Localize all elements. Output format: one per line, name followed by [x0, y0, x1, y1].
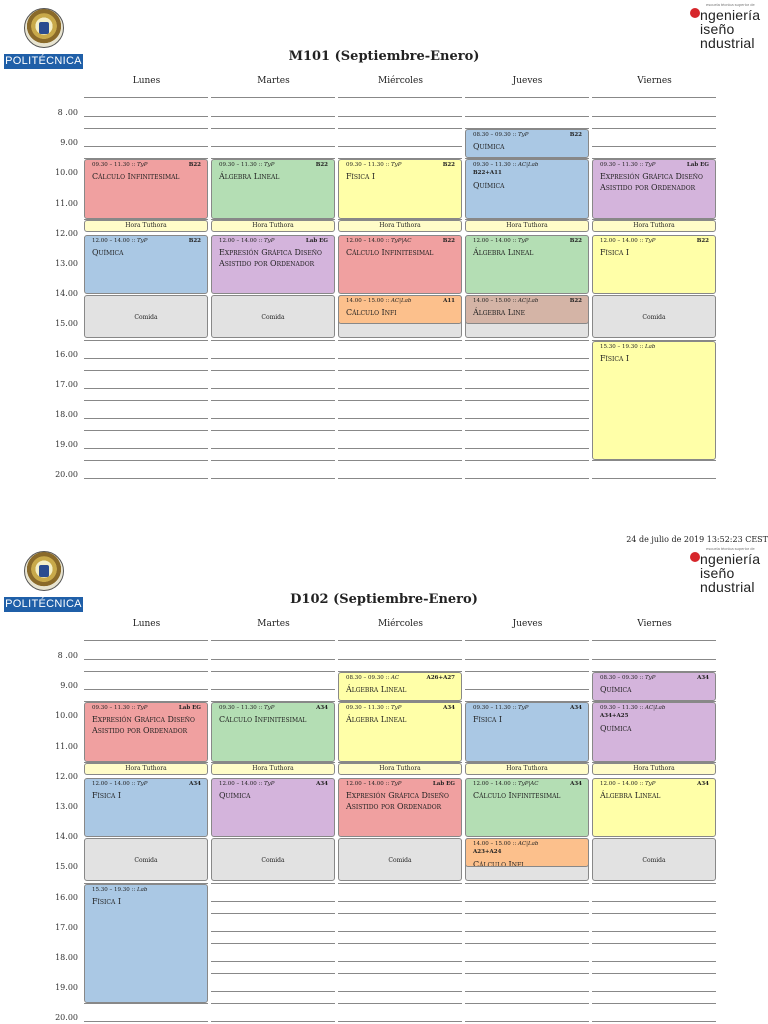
grid-line: [465, 448, 589, 449]
event-time: 09.30 – 11.30 :: TyP: [219, 162, 275, 169]
event-time: 09.30 – 11.30 :: TyP: [92, 705, 148, 712]
grid-line: [465, 1021, 589, 1022]
grid-line: [465, 370, 589, 371]
grid-line: [211, 913, 335, 914]
day-header: Lunes: [132, 76, 161, 86]
grid-line: [338, 370, 462, 371]
event-subject: Cálculo Infinitesimal: [92, 172, 180, 182]
grid-line: [465, 388, 589, 389]
event-time: 09.30 – 11.30 :: TyP: [219, 705, 275, 712]
grid-line: [465, 689, 589, 690]
event-time: 12.00 – 14.00 :: TyP: [346, 780, 402, 787]
day-header: Viernes: [637, 76, 672, 86]
grid-line: [465, 931, 589, 932]
lunch-label: Comida: [261, 856, 285, 864]
tutoria-slot: Hora Tuthora: [84, 220, 208, 232]
event-room: A34: [697, 780, 709, 787]
hour-label: 12.00: [55, 228, 78, 238]
grid-line: [465, 430, 589, 431]
grid-line: [84, 448, 208, 449]
tutoria-slot: Hora Tuthora: [465, 220, 589, 232]
event-subject: Álgebra Line: [473, 308, 526, 318]
grid-line: [465, 116, 589, 117]
grid-line: [338, 883, 462, 884]
grid-line: [592, 961, 716, 962]
lunch-block: [84, 295, 208, 338]
event-time: 08.30 – 09.30 :: AC: [346, 675, 400, 682]
grid-line: [84, 340, 208, 341]
event-time: 09.30 – 11.30 :: TyP: [346, 162, 402, 169]
grid-line: [84, 1021, 208, 1022]
grid-line: [211, 1003, 335, 1004]
class-event[interactable]: [465, 129, 589, 158]
event-time: 09.30 – 11.30 :: TyP: [600, 162, 656, 169]
event-subject: Física I: [92, 790, 122, 800]
event-room: Lab EG: [305, 237, 328, 244]
event-time: 08.30 – 09.30 :: TyP: [600, 675, 656, 682]
grid-line: [211, 640, 335, 641]
grid-line: [592, 931, 716, 932]
event-time: 09.30 – 11.30 :: TyP: [92, 162, 148, 169]
class-event[interactable]: [592, 341, 716, 461]
lunch-label: Comida: [642, 313, 666, 321]
grid-line: [465, 460, 589, 461]
grid-line: [465, 640, 589, 641]
grid-line: [592, 97, 716, 98]
lunch-block: [338, 838, 462, 881]
event-time: 12.00 – 14.00 :: TyP: [92, 780, 148, 787]
hour-label: 20.00: [55, 470, 78, 480]
grid-line: [84, 1003, 208, 1004]
event-time: 14.00 – 15.00 :: AC|Lab: [473, 298, 539, 305]
grid-line: [338, 146, 462, 147]
lunch-block: [84, 838, 208, 881]
grid-line: [84, 388, 208, 389]
grid-line: [465, 913, 589, 914]
class-event[interactable]: [338, 295, 462, 324]
class-event[interactable]: [592, 235, 716, 294]
class-event[interactable]: [338, 159, 462, 218]
event-subject: Expresión Gráfica Diseño Asistido por Ordenador: [600, 172, 703, 193]
event-room: A34: [189, 780, 201, 787]
hour-label: 20.00: [55, 1013, 78, 1023]
tutoria-slot: Hora Tuthora: [338, 763, 462, 775]
event-room: A26+A27: [426, 675, 455, 682]
hour-label: 18.00: [55, 410, 78, 419]
event-subject: Álgebra Lineal: [346, 685, 407, 695]
event-time: 12.00 – 14.00 :: TyP: [219, 237, 275, 244]
grid-line: [338, 961, 462, 962]
event-room: A34: [697, 675, 709, 682]
event-time: 12.00 – 14.00 :: TyP: [600, 237, 656, 244]
class-event[interactable]: [465, 838, 589, 867]
day-header: Viernes: [637, 619, 672, 629]
grid-line: [465, 671, 589, 672]
day-header: Jueves: [512, 619, 543, 629]
event-time: 08.30 – 09.30 :: TyP: [473, 132, 529, 139]
hour-label: 12.00: [55, 771, 78, 781]
event-room: B22: [569, 298, 582, 305]
day-header: Martes: [257, 619, 290, 629]
class-event[interactable]: [465, 702, 589, 761]
event-time: 15.30 – 19.30 :: Lab: [92, 886, 148, 893]
lunch-label: Comida: [134, 313, 158, 321]
schedule-title: M101 (Septiembre-Enero): [288, 49, 480, 64]
grid-line: [592, 901, 716, 902]
class-event[interactable]: [465, 295, 589, 324]
tutoria-slot: Hora Tuthora: [592, 220, 716, 232]
tutoria-slot: Hora Tuthora: [592, 763, 716, 775]
class-event[interactable]: [338, 672, 462, 701]
grid-line: [211, 671, 335, 672]
day-header: Lunes: [132, 619, 161, 629]
grid-line: [465, 901, 589, 902]
event-subject: Física I: [346, 172, 376, 182]
lunch-block: [592, 295, 716, 338]
grid-line: [592, 640, 716, 641]
day-header: Martes: [257, 76, 290, 86]
event-subject: Expresión Gráfica Diseño Asistido por Ordenador: [346, 790, 449, 811]
grid-line: [465, 943, 589, 944]
grid-line: [211, 460, 335, 461]
day-header: Jueves: [512, 76, 543, 86]
event-subject: Cálculo Infinitesimal: [473, 790, 561, 800]
grid-line: [338, 640, 462, 641]
grid-line: [211, 388, 335, 389]
event-subject: Física I: [600, 353, 630, 363]
hour-label: 11.00: [55, 741, 78, 751]
tutoria-slot: Hora Tuthora: [211, 763, 335, 775]
grid-line: [465, 358, 589, 359]
event-room: A34: [316, 705, 328, 712]
event-room: B22: [188, 237, 201, 244]
class-event[interactable]: [338, 778, 462, 837]
tutoria-slot: Hora Tuthora: [84, 763, 208, 775]
grid-line: [592, 659, 716, 660]
hour-label: 14.00: [55, 832, 78, 842]
grid-line: [338, 400, 462, 401]
etsidi-logo: escuela técnica superior de ngeniería iseño ndustrial: [684, 2, 766, 52]
event-time: 15.30 – 19.30 :: Lab: [600, 343, 656, 350]
grid-line: [592, 460, 716, 461]
event-time: 12.00 – 14.00 :: TyP: [92, 237, 148, 244]
class-event[interactable]: [211, 702, 335, 761]
hour-label: 16.00: [55, 349, 78, 359]
event-subject: Química: [600, 724, 632, 734]
event-subject: Cálculo Infi: [346, 308, 397, 318]
day-header: Miércoles: [377, 619, 423, 629]
grid-line: [592, 913, 716, 914]
class-event[interactable]: [84, 159, 208, 218]
grid-line: [338, 901, 462, 902]
schedule-title: D102 (Septiembre-Enero): [290, 592, 478, 607]
class-event[interactable]: [465, 778, 589, 837]
day-header: Miércoles: [377, 76, 423, 86]
grid-line: [338, 340, 462, 341]
class-event[interactable]: [84, 235, 208, 294]
grid-line: [465, 659, 589, 660]
grid-line: [84, 358, 208, 359]
grid-line: [211, 943, 335, 944]
class-event[interactable]: [592, 672, 716, 701]
grid-line: [211, 430, 335, 431]
grid-line: [338, 973, 462, 974]
event-room: A11: [443, 298, 455, 305]
grid-line: [338, 358, 462, 359]
grid-line: [338, 943, 462, 944]
grid-line: [84, 430, 208, 431]
event-room: B22+A11: [473, 170, 502, 177]
hour-label: 15.00: [55, 862, 78, 872]
event-time: 09.30 – 11.30 :: TyP: [346, 705, 402, 712]
grid-line: [338, 116, 462, 117]
grid-line: [338, 1021, 462, 1022]
event-time: 14.00 – 15.00 :: AC|Lab: [473, 841, 539, 848]
grid-line: [84, 128, 208, 129]
lunch-label: Comida: [134, 856, 158, 864]
hour-label: 18.00: [55, 953, 78, 962]
grid-line: [592, 128, 716, 129]
logo-dot-icon: [690, 8, 700, 18]
event-room: B22: [188, 162, 201, 169]
grid-line: [338, 913, 462, 914]
grid-line: [211, 146, 335, 147]
grid-line: [211, 689, 335, 690]
grid-line: [338, 460, 462, 461]
grid-line: [338, 388, 462, 389]
hour-label: 19.00: [55, 983, 78, 993]
event-room: A34: [570, 780, 582, 787]
grid-line: [211, 961, 335, 962]
grid-line: [338, 97, 462, 98]
grid-line: [592, 478, 716, 479]
event-subject: Expresión Gráfica Diseño Asistido por Ordenador: [219, 247, 322, 268]
grid-line: [592, 1021, 716, 1022]
grid-line: [84, 418, 208, 419]
grid-line: [465, 973, 589, 974]
grid-line: [338, 1003, 462, 1004]
event-subject: Química: [92, 247, 124, 257]
class-event[interactable]: [465, 235, 589, 294]
grid-line: [84, 370, 208, 371]
event-room: A34+A25: [600, 713, 629, 720]
event-time: 09.30 – 11.30 :: TyP: [473, 705, 529, 712]
grid-line: [465, 991, 589, 992]
grid-line: [211, 1021, 335, 1022]
grid-line: [84, 671, 208, 672]
lunch-label: Comida: [388, 856, 412, 864]
event-room: Lab EG: [178, 705, 201, 712]
event-room: B22: [315, 162, 328, 169]
class-event[interactable]: [338, 702, 462, 761]
grid-line: [338, 128, 462, 129]
hour-label: 9.00: [60, 681, 78, 691]
grid-line: [84, 146, 208, 147]
grid-line: [211, 448, 335, 449]
grid-line: [592, 1003, 716, 1004]
hour-label: 16.00: [55, 892, 78, 902]
grid-line: [84, 97, 208, 98]
grid-line: [211, 931, 335, 932]
grid-line: [211, 478, 335, 479]
class-event[interactable]: [592, 159, 716, 218]
event-subject: Física I: [600, 247, 630, 257]
hour-label: 8 .00: [57, 651, 78, 660]
event-time: 12.00 – 14.00 :: TyP: [600, 780, 656, 787]
class-event[interactable]: [211, 778, 335, 837]
grid-line: [84, 659, 208, 660]
upm-shield-icon: [24, 8, 64, 48]
lunch-label: Comida: [642, 856, 666, 864]
event-room: A34: [570, 705, 582, 712]
hour-label: 10.00: [55, 711, 78, 721]
lunch-block: [211, 295, 335, 338]
lunch-block: [592, 838, 716, 881]
grid-line: [211, 400, 335, 401]
event-room: B22: [442, 162, 455, 169]
grid-line: [211, 883, 335, 884]
grid-line: [84, 478, 208, 479]
grid-line: [338, 430, 462, 431]
class-event[interactable]: [465, 159, 589, 218]
etsidi-logo: escuela técnica superior de ngeniería iseño ndustrial: [684, 546, 766, 596]
grid-line: [592, 116, 716, 117]
grid-line: [211, 97, 335, 98]
event-subject: Química: [473, 142, 505, 152]
event-room: A34: [443, 705, 455, 712]
logo-dot-icon: [690, 552, 700, 562]
grid-line: [338, 418, 462, 419]
grid-line: [465, 478, 589, 479]
event-time: 14.00 – 15.00 :: AC|Lab: [346, 298, 412, 305]
grid-line: [211, 370, 335, 371]
grid-line: [211, 973, 335, 974]
upm-shield-icon: [24, 551, 64, 591]
grid-line: [211, 128, 335, 129]
hour-label: 9.00: [60, 138, 78, 148]
grid-line: [465, 883, 589, 884]
event-room: A34: [316, 780, 328, 787]
class-event[interactable]: [211, 235, 335, 294]
hour-label: 8 .00: [57, 108, 78, 117]
grid-line: [338, 478, 462, 479]
grid-line: [211, 991, 335, 992]
grid-line: [465, 418, 589, 419]
event-subject: Química: [473, 181, 505, 191]
event-subject: Física I: [473, 715, 503, 725]
event-subject: Cálculo Infinitesimal: [346, 247, 434, 257]
event-time: 12.00 – 14.00 :: TyP: [219, 780, 275, 787]
event-subject: Física I: [92, 896, 122, 906]
hour-label: 15.00: [55, 319, 78, 329]
grid-line: [338, 931, 462, 932]
event-room: Lab EG: [432, 780, 455, 787]
event-room: B22: [569, 132, 582, 139]
grid-line: [84, 116, 208, 117]
event-subject: Expresión Gráfica Diseño Asistido por Ordenador: [92, 715, 195, 736]
tutoria-slot: Hora Tuthora: [465, 763, 589, 775]
grid-line: [84, 400, 208, 401]
grid-line: [84, 689, 208, 690]
hour-label: 17.00: [55, 379, 78, 389]
hour-label: 10.00: [55, 168, 78, 178]
grid-line: [338, 448, 462, 449]
hour-label: 13.00: [55, 802, 78, 811]
politecnica-label: POLITÉCNICA: [5, 598, 82, 610]
event-time: 09.30 – 11.30 :: AC|Lab: [473, 162, 539, 169]
grid-line: [465, 400, 589, 401]
hour-label: 11.00: [55, 198, 78, 208]
event-time: 12.00 – 14.00 :: TyP|AC: [473, 780, 539, 787]
grid-line: [211, 418, 335, 419]
event-subject: Cálculo Infinitesimal: [219, 715, 307, 725]
class-event[interactable]: [338, 235, 462, 294]
event-subject: Álgebra Lineal: [346, 715, 407, 725]
grid-line: [338, 659, 462, 660]
tutoria-slot: Hora Tuthora: [211, 220, 335, 232]
hour-label: 13.00: [55, 259, 78, 268]
grid-line: [592, 883, 716, 884]
event-subject: Química: [219, 790, 251, 800]
grid-line: [465, 97, 589, 98]
event-time: 12.00 – 14.00 :: TyP|AC: [346, 237, 412, 244]
event-room: B22: [696, 237, 709, 244]
grid-line: [465, 340, 589, 341]
grid-line: [592, 146, 716, 147]
lunch-label: Comida: [261, 313, 285, 321]
tutoria-slot: Hora Tuthora: [338, 220, 462, 232]
grid-line: [211, 659, 335, 660]
hour-label: 19.00: [55, 440, 78, 450]
grid-line: [84, 460, 208, 461]
grid-line: [84, 640, 208, 641]
grid-line: [211, 358, 335, 359]
grid-line: [211, 340, 335, 341]
event-room: B22: [569, 237, 582, 244]
generated-timestamp: 24 de julio de 2019 13:52:23 CEST: [626, 535, 768, 544]
grid-line: [592, 973, 716, 974]
event-subject: Álgebra Lineal: [600, 790, 661, 800]
event-subject: Álgebra Lineal: [219, 172, 280, 182]
class-event[interactable]: [84, 702, 208, 761]
grid-line: [465, 961, 589, 962]
event-room: Lab EG: [686, 162, 709, 169]
politecnica-label: POLITÉCNICA: [5, 55, 82, 67]
grid-line: [211, 116, 335, 117]
class-event[interactable]: [84, 778, 208, 837]
grid-line: [592, 991, 716, 992]
grid-line: [465, 1003, 589, 1004]
event-subject: Química: [600, 685, 632, 695]
class-event[interactable]: [84, 884, 208, 1004]
class-event[interactable]: [211, 159, 335, 218]
event-room: A23+A24: [473, 849, 502, 856]
hour-label: 17.00: [55, 922, 78, 932]
event-subject: Cálculo Infi: [473, 860, 524, 868]
class-event[interactable]: [592, 702, 716, 761]
grid-line: [338, 991, 462, 992]
grid-line: [592, 943, 716, 944]
event-time: 09.30 – 11.30 :: AC|Lab: [600, 705, 666, 712]
lunch-block: [211, 838, 335, 881]
grid-line: [211, 901, 335, 902]
hour-label: 14.00: [55, 289, 78, 299]
event-subject: Álgebra Lineal: [473, 247, 534, 257]
class-event[interactable]: [592, 778, 716, 837]
event-room: B22: [442, 237, 455, 244]
event-time: 12.00 – 14.00 :: TyP: [473, 237, 529, 244]
